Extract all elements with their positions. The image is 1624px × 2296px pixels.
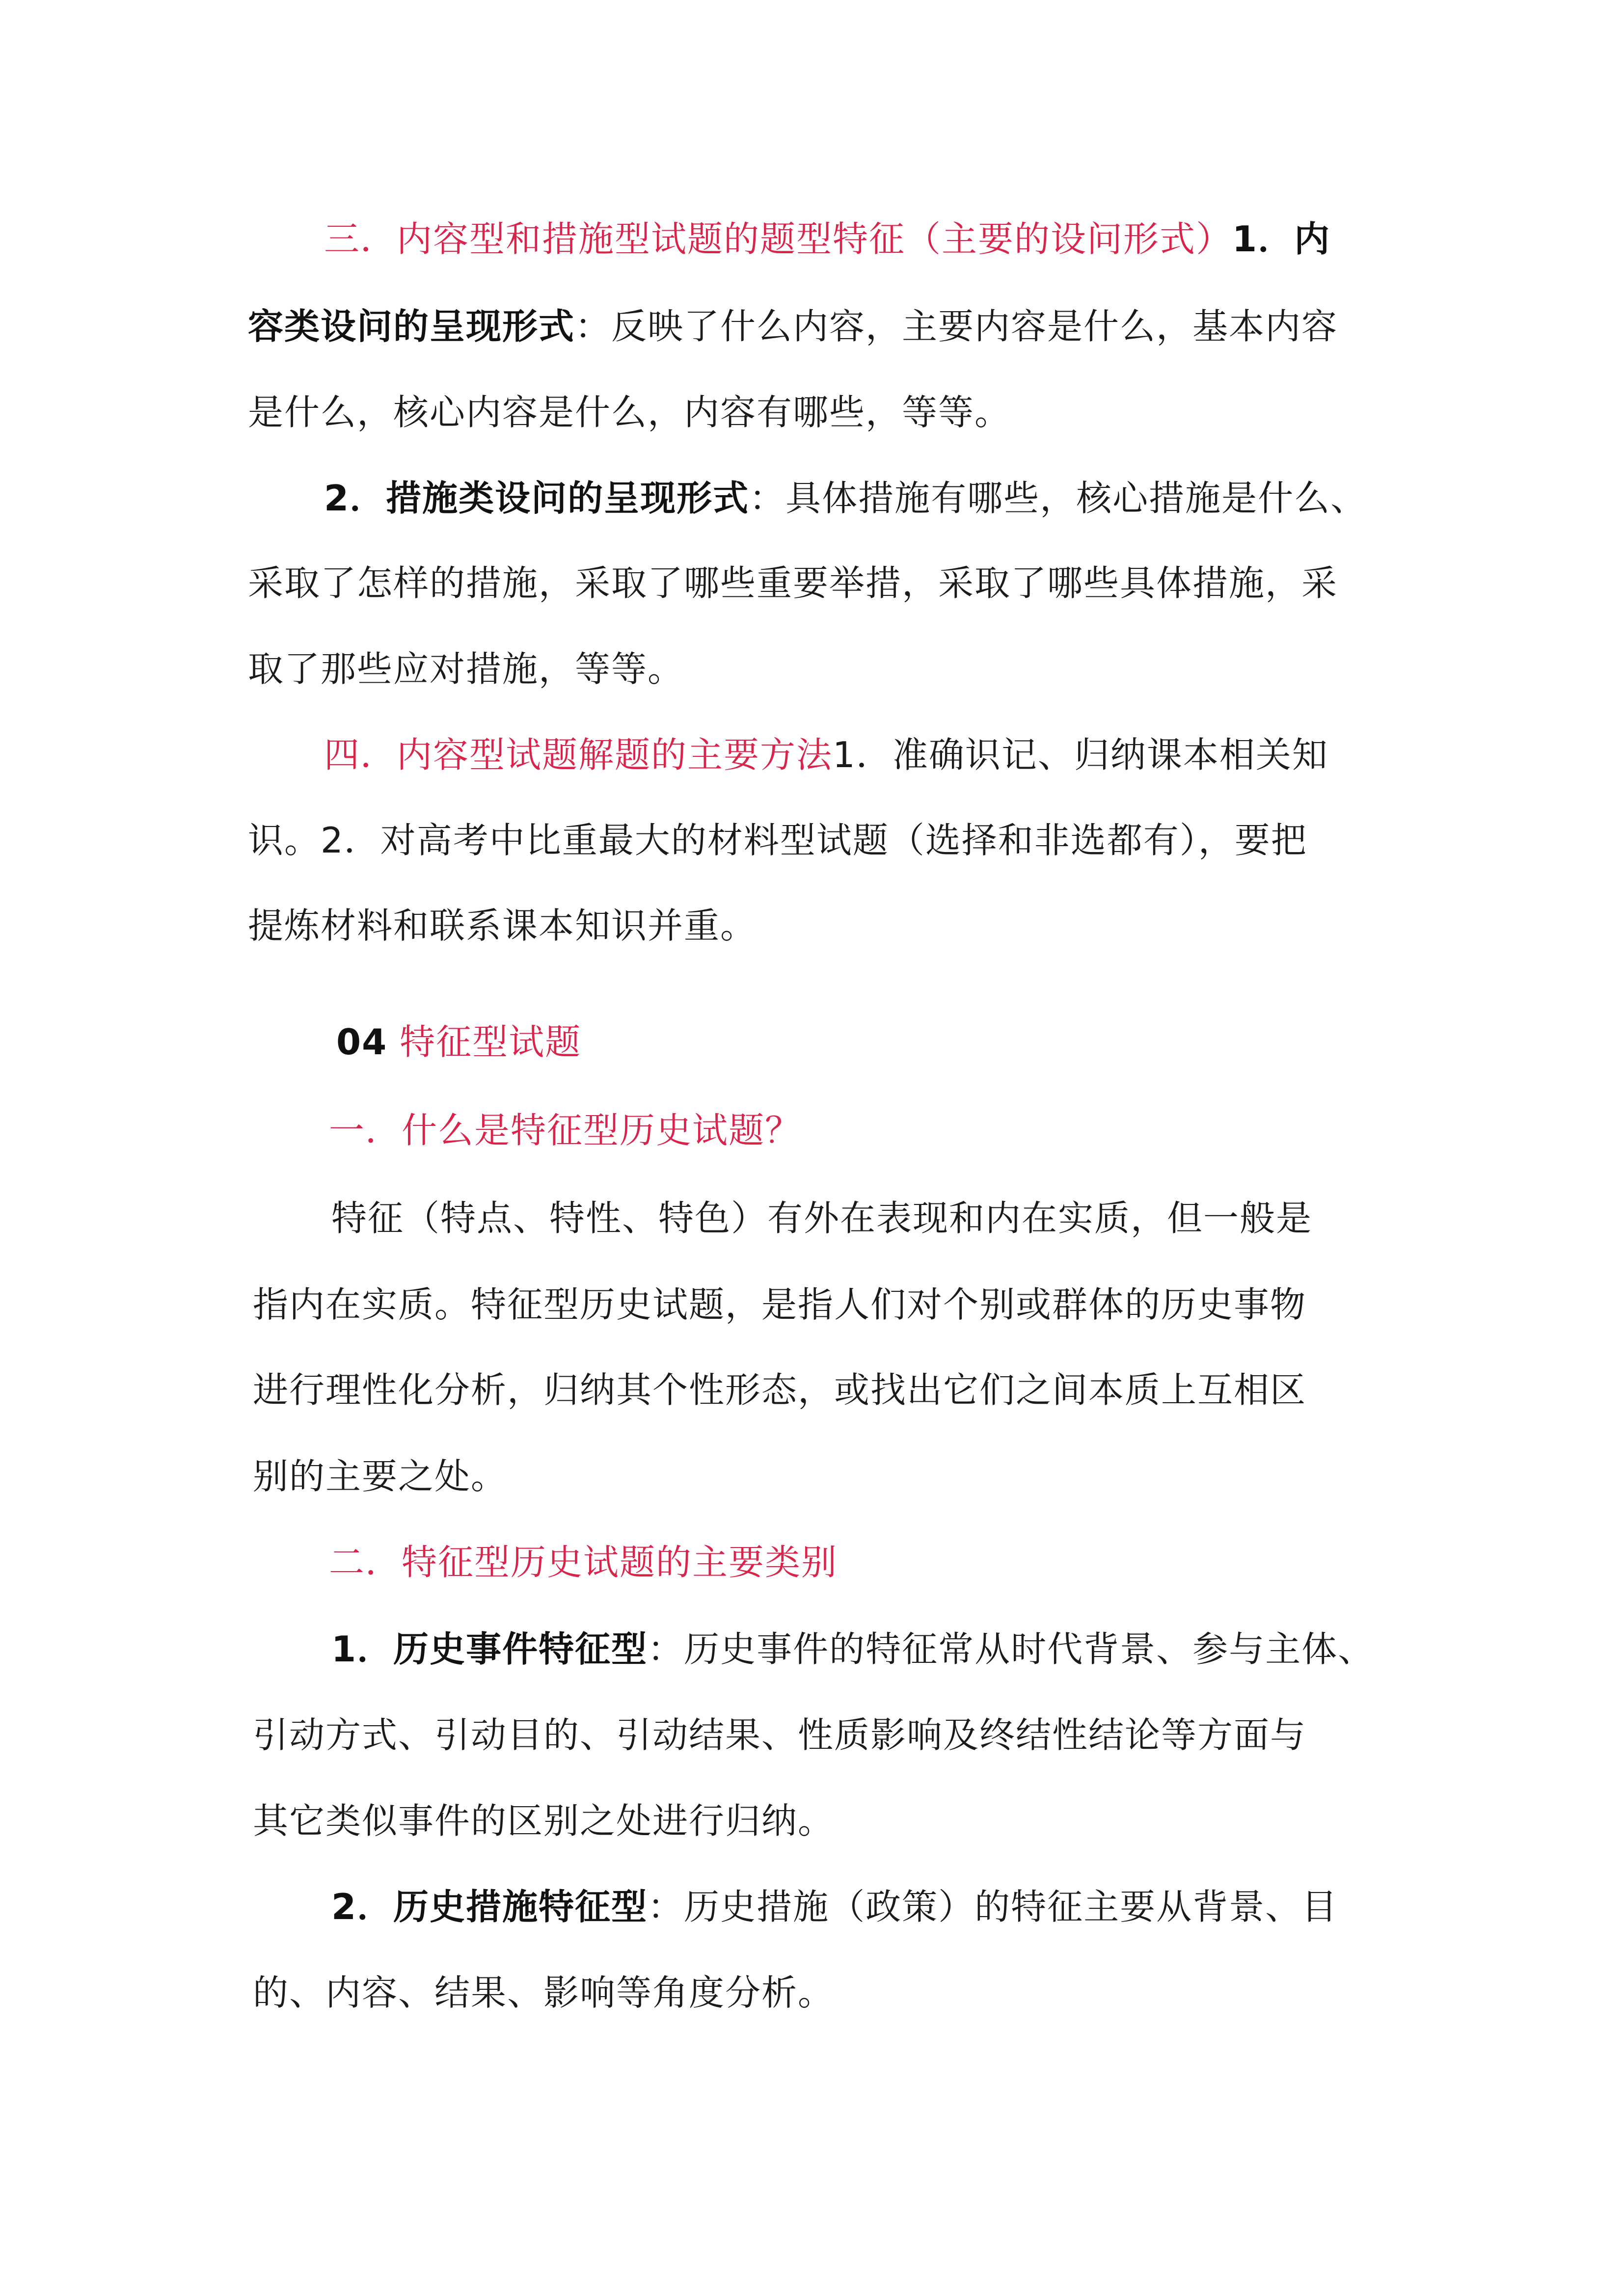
sub2-item1-line3 — [253, 1796, 834, 1845]
section3-item1-text: ：反映了什么内容，主要内容是什么，基本内容 — [575, 306, 1338, 347]
sub1-heading-line — [329, 1106, 801, 1155]
section3-item1-first-char: 内 — [1294, 218, 1331, 260]
section3-item2-line1 — [324, 474, 1367, 523]
section3-heading-line — [324, 214, 1330, 264]
section3-item2-text: ：具体措施有哪些，核心措施是什么、 — [749, 478, 1367, 519]
section4-heading: 四．内容型试题解题的主要方法 — [324, 734, 833, 775]
sub2-item1-line2-text: 引动方式、引动目的、引动结果、性质影响及终结性结论等方面与 — [253, 1714, 1307, 1756]
section3-item2-line3-text: 取了那些应对措施，等等。 — [248, 648, 684, 690]
sub2-item2-line1 — [331, 1882, 1338, 1931]
sub1-line3 — [253, 1365, 1306, 1415]
section4-text-line3: 提炼材料和联系课本知识并重。 — [248, 905, 757, 946]
section3-item2-bold: 2．措施类设问的呈现形式 — [324, 478, 750, 519]
sub1-line2-text: 指内在实质。特征型历史试题，是指人们对个别或群体的历史事物 — [253, 1284, 1307, 1325]
sub2-heading-line — [329, 1538, 838, 1587]
sub2-item1-line2 — [253, 1710, 1306, 1760]
part04-heading — [336, 1017, 581, 1067]
sub1-line2 — [253, 1280, 1306, 1329]
section4-text-line1: 1．准确识记、归纳课本相关知 — [833, 734, 1328, 775]
section3-item1-bold-cont: 容类设问的呈现形式 — [248, 306, 575, 347]
section3-item1-line3 — [248, 388, 1011, 437]
sub1-line4-text: 别的主要之处。 — [253, 1456, 508, 1497]
section4-line2 — [248, 816, 1307, 865]
section3-item2-line2-text: 采取了怎样的措施，采取了哪些重要举措，采取了哪些具体措施，采 — [248, 562, 1338, 604]
sub2-item2-bold: 2．历史措施特征型 — [331, 1886, 648, 1927]
section3-item1-num: 1． — [1232, 218, 1295, 260]
sub2-item2-line2-text: 的、内容、结果、影响等角度分析。 — [253, 1972, 835, 2013]
sub1-line1-text: 特征（特点、特性、特色）有外在表现和内在实质，但一般是 — [331, 1198, 1313, 1239]
section4-line3 — [248, 901, 757, 950]
sub1-heading: 一．什么是特征型历史试题？ — [329, 1110, 802, 1151]
section3-heading: 三．内容型和措施型试题的题型特征（主要的设问形式） — [324, 218, 1233, 260]
section3-item2-line3 — [248, 644, 684, 694]
sub2-item1-line3-text: 其它类似事件的区别之处进行归纳。 — [253, 1800, 835, 1842]
sub2-item1-bold: 1．历史事件特征型 — [331, 1629, 648, 1670]
section3-item1-line3-text: 是什么，核心内容是什么，内容有哪些，等等。 — [248, 392, 1011, 433]
section3-item2-line2 — [248, 559, 1338, 608]
section4-text-line2: 识。2．对高考中比重最大的材料型试题（选择和非选都有），要把 — [248, 820, 1307, 861]
part04-title: 特征型试题 — [400, 1021, 582, 1063]
sub2-item1-line1 — [331, 1625, 1374, 1674]
sub2-item2-text: ：历史措施（政策）的特征主要从背景、目 — [648, 1886, 1338, 1927]
part04-number: 04 — [336, 1021, 388, 1063]
sub2-item2-line2 — [253, 1968, 834, 2017]
section4-line1 — [324, 730, 1328, 779]
sub1-line4 — [253, 1452, 507, 1501]
sub1-line3-text: 进行理性化分析，归纳其个性形态，或找出它们之间本质上互相区 — [253, 1369, 1307, 1411]
sub1-line1 — [331, 1194, 1312, 1243]
sub2-heading: 二．特征型历史试题的主要类别 — [329, 1542, 838, 1583]
sub2-item1-text: ：历史事件的特征常从时代背景、参与主体、 — [648, 1629, 1375, 1670]
section3-item1-line2 — [248, 302, 1338, 351]
